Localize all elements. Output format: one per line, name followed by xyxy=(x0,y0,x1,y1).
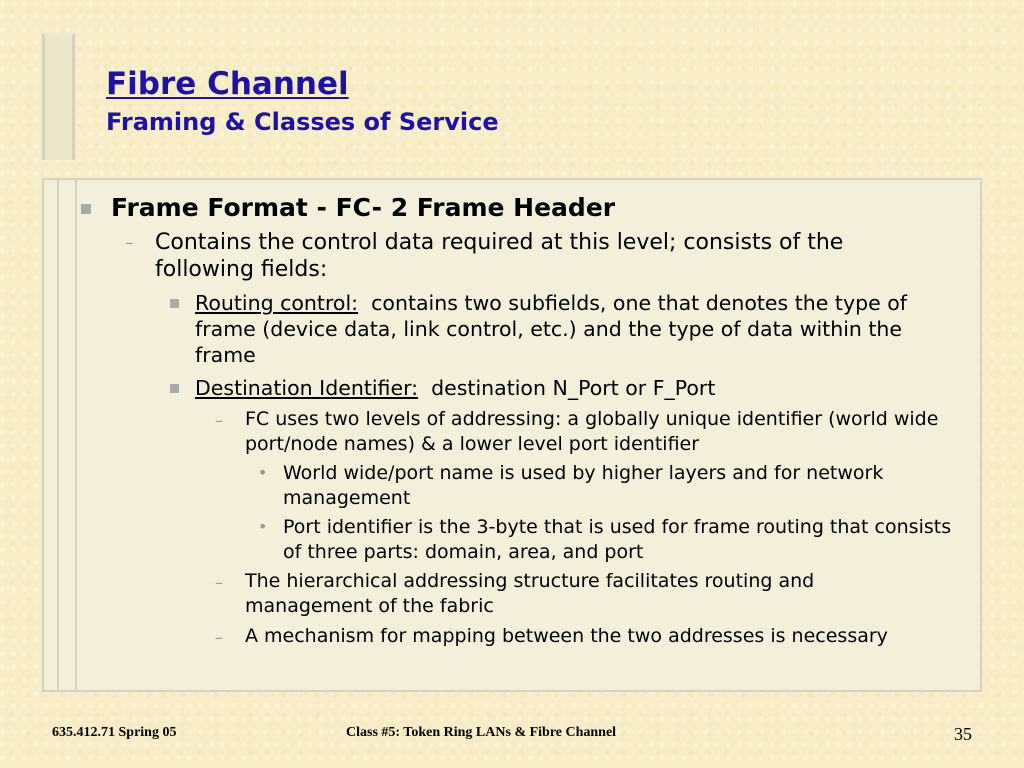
square-bullet-icon xyxy=(170,384,179,393)
square-bullet-icon xyxy=(170,299,179,308)
slide-title: Fibre Channel xyxy=(106,66,349,102)
addressing-levels-item: FC uses two levels of addressing: a globally unique identifier (world wide port/node names) & a lower level port identifier xyxy=(245,408,939,455)
mapping-mechanism-item: A mechanism for mapping between the two addresses is necessary xyxy=(245,625,888,647)
square-bullet-icon xyxy=(81,204,91,214)
routing-control-item xyxy=(195,290,965,368)
dot-bullet-icon: • xyxy=(258,463,268,482)
routing-control-text: contains two subfields, one that denotes the type of frame (device data, link control, etc.) and the type of data within the frame xyxy=(195,291,907,367)
dash-bullet-icon: – xyxy=(215,573,223,592)
hierarchical-addressing-item: The hierarchical addressing structure facilitates routing and management of the fabric xyxy=(245,570,815,617)
level1-heading: Frame Format - FC- 2 Frame Header xyxy=(111,193,616,222)
port-identifier-item: Port identifier is the 3-byte that is used for frame routing that consists of three parts: domain, area, and port xyxy=(283,516,952,563)
content-decor-strip xyxy=(57,180,77,690)
dash-bullet-icon: – xyxy=(215,628,223,647)
footer-course: 635.412.71 Spring 05 xyxy=(52,725,177,740)
footer-class-title: Class #5: Token Ring LANs & Fibre Channel xyxy=(346,725,617,740)
slide-subtitle: Framing & Classes of Service xyxy=(106,108,499,136)
destination-identifier-label: Destination Identifier: xyxy=(195,376,419,400)
dot-bullet-icon: • xyxy=(258,517,268,536)
dash-bullet-icon: – xyxy=(215,411,223,430)
world-wide-name-item: World wide/port name is used by higher layers and for network management xyxy=(283,462,884,509)
destination-identifier-text: destination N_Port or F_Port xyxy=(431,376,716,400)
title-decor-bar xyxy=(42,34,75,160)
level2-text: Contains the control data required at this level; consists of the following fields: xyxy=(155,230,844,282)
dash-bullet-icon: – xyxy=(125,233,133,252)
page-number: 35 xyxy=(954,724,972,744)
destination-identifier-item xyxy=(195,375,965,401)
routing-control-label: Routing control: xyxy=(195,291,359,315)
